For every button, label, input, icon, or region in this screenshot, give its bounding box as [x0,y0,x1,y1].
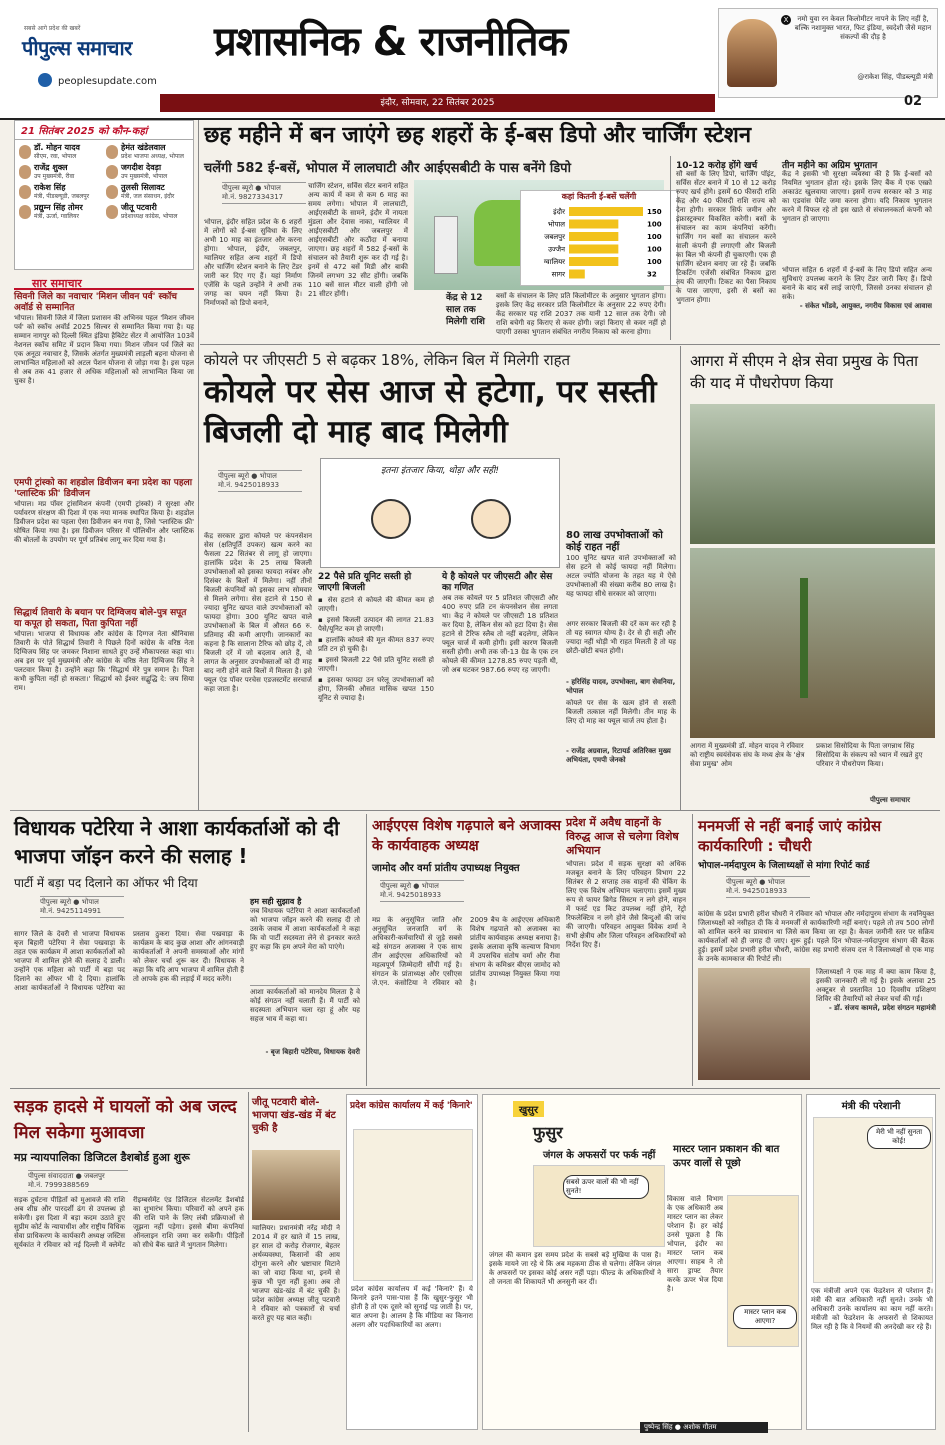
quote-text: नमो युवा रन केवल किलोमीटर नापने के लिए नहीं है, बल्कि नशामुक्त भारत, फिट इंडिया, स्वदेशी जैसे महान संकल्पों की दौड़ है [794,15,932,41]
box1-list-item: ▪ सेस हटाने से कोयले की कीमत कम हो जाएगी। [318,596,434,614]
cartoon-title: प्रदेश कांग्रेस कार्यालय में कई 'किनारे' [350,1101,473,1111]
person-avatar [106,165,118,179]
coal-byline [218,470,302,492]
box1-list-item: ▪ हालांकि कोयले की मूल कीमत 837 रुपए प्रति टन हो चुकी है। [318,636,434,654]
person-text [34,203,83,221]
minister-portrait [727,19,777,87]
chart-category-label: इंदौर [553,208,565,216]
page-number: 02 [904,94,923,109]
minister-text: एक मंत्रीजी अपने एक फेडरेशन से परेशान हैं। मंत्री की बात अधिकारी नहीं सुनते। उनके भी अधिकारी उनके कार्यालय का काम नहीं करते। मंत्रीजी को फेडरेशन के अफसरों से शिकायत मिल रही है कि वे नियमों की अनदेखी कर रहे हैं। [811,1287,933,1331]
congress-photo [698,968,810,1080]
byline-mobile: मो.नं. 9425018933 [380,891,442,899]
person-text [34,163,74,181]
byline-text: पीपुल्स संवाददाता ● जबलपुर [28,1172,105,1180]
accident-subhead: मप्र न्यायपालिका डिजिटल डैशबोर्ड हुआ शुरू [14,1151,190,1164]
coal-box1 [318,572,434,703]
person-entry [19,183,102,201]
person-name: राकेश सिंह [34,183,66,192]
ebus-col4: सौ बसों के लिए डिपो, चार्जिंग पॉइंट, सर्विस सेंटर बनाने में 10 से 12 करोड़ रुपए खर्च होंगे। इसमें 60 फीसदी राशि केंद्र और 40 फीसदी राशि राज्य को देना होगी। सरकार सिर्फ जमीन और इंफ्रास्ट्रक्चर विकसित करेगी। बसों के संचालन का काम कंपनियां करेंगी। चार्जिंग गन बसों का संचालन करने वाली कंपनी ही लगाएगी और बिजली का बिल भी कंपनी ही चुकाएगी। एक ही चार्जिंग स्टेशन बनाए जा रहे हैं। जबकि टिकटिंग एजेंसी संबंधित निकाय द्वारा तय की जाएगी। टिकट का पैसा निकाय के पास जाएगा, इसी से बसों का भुगतान होगा। [676,170,776,304]
accident-byline [28,1170,128,1192]
byline-text: पीपुल्स ब्यूरो ● भोपाल [218,472,277,480]
person-avatar [19,145,31,159]
jitu-headline: जीतू पटवारी बोले-भाजपा खंड-खंड में बंट चुकी है [252,1097,336,1134]
person-text [121,183,174,201]
ias-subhead: जामोद और वर्मा प्रांतीय उपाध्यक्ष नियुक्त [372,863,520,874]
ebus-col2: चार्जिंग स्टेशन, सर्विस सेंटर बनाने सहित अन्य कार्य में कम से कम 6 माह का समय लगेगा। भोपाल में लालघाटी, आईएसबीटी के सामने, इंदौर में नायता मुंडला और देवास नाका, ग्वालियर में आईएसबीटी और जबलपुर में आईएसबीटी और कठौंदा में बनाया जाएगा। छह शहरों में 582 ई-बसों के संचालन को तैयारी शुरू कर दी गई है। इनमें से 472 बसें मिडी और बाकी जिनमें लगभग 32 सीट होंगी। जबकि 110 बसें साल मीटर वाली होंगी जो 21 सीटर होंगी। [308,182,408,298]
chart-category-label: भोपाल [547,220,565,229]
byline-text: पीपुल्स ब्यूरो ● भोपाल [380,882,439,890]
people-grid [15,140,193,224]
person-entry [106,143,189,161]
transport-text: भोपाल। प्रदेश में सड़क सुरक्षा को अधिक मजबूत बनाने के लिए परिवहन विभाग 22 सितंबर से 2 सप्ताह तक वाहनों की चेकिंग के लिए एक विशेष अभियान चलाएगा। इसमें मुख्य रूप से फायर ब्रिगेड सिस्टम न लगे होने, वाहन में फर्स्ट एड किट उपलब्ध नहीं होने, रेट्रो रिफलेक्टिव न लगे होने जैसे बिन्दुओं की जांच की जाएगी। परिवहन आयुक्त विवेक शर्मा ने सभी क्षेत्रीय और जिला परिवहन अधिकारियों को निर्देश दिए हैं। [566,860,686,949]
mla-headline: विधायक पटेरिया ने आशा कार्यकर्ताओं को दी भाजपा जॉइन करने की सलाह ! [14,816,340,868]
person-location: उप मुख्यमंत्री, रीवा [34,173,75,180]
congress-text: कांग्रेस के प्रदेश प्रभारी हरीश चौधरी ने रविवार को भोपाल और नर्मदापुरम संभाग के नवनियुक्त जिलाध्यक्षों को नसीहत दी कि वे मनमर्जी से कार्यकारिणी नहीं बनाएं। पहले तो तय 500 लोगों को शामिल करने का प्रावधान था जिसे कम किया जा रहा है। केवल जमीनी स्तर पर सक्रिय कार्यकर्ताओं को ही जगह दी जाए। शुरू हुई। पहले दिन भोपाल-नर्मदापुरम संभाग की बैठक हुई। इसमें प्रदेश प्रभारी हरीश चौधरी, कांग्रेस सह प्रभारी संजय दत्त ने जिलाध्यक्षों से एक माह के उनके कामकाज की रिपोर्ट ली। [698,910,934,963]
chart-bar [569,220,618,229]
sidebar-news-1 [14,292,194,462]
person-entry [106,163,189,181]
section-title: प्रशासनिक & राजनीतिक [214,19,568,65]
byline-mobile: मो.नं. 9425018933 [726,887,788,895]
chart-bar [569,257,618,266]
ebus-side-caption: केंद्र से 12 साल तक मिलेगी राशि [446,293,485,327]
sidebar-news-title: सिद्धार्थ तिवारी के बयान पर दिग्विजय बोले-पुत्र सपूत या कपूत हो सकता, पिता कुपिता नहीं [14,608,187,629]
sidebar-news-title: एमपी ट्रांस्को का शहडोल डिवीजन बना प्रदेश का पहला 'प्लास्टिक फ्री' डिवीजन [14,478,193,499]
khusur-credit: पुष्पेन्द्र सिंह ● अशोक गौतम [640,1422,768,1433]
sidebar-news-text: भोपाल। भाजपा से विधायक और कांग्रेस के दिग्गज नेता श्रीनिवास तिवारी के पोते सिद्धार्थ तिवारी ने पिछले दिनों कांग्रेस के वरिष्ठ नेता दिग्विजय सिंह पर जमकर निशाना साधते हुए उन्हें मौकापरस्त कहा था। अब इस पर पूर्व मुख्यमंत्री और कांग्रेस के वरिष्ठ नेता दिग्विजय सिंह ने पलटवार किया है। उन्होंने कहा कि 'सिद्धार्थ मेरे पुत्र समान है। पिता कभी कुपिता नहीं हो सकता।' सिद्धार्थ को ईश्वर सद्बुद्धि दे: जय सिया राम। [14,630,194,692]
person-avatar [106,205,118,219]
who-where-heading: 21 सितंबर 2025 को कौन-कहां [15,121,193,140]
person-location: सीएम, रवा, भोपाल [34,153,77,160]
khusur-fusur-box [482,1094,802,1430]
ebus-col1: भोपाल, इंदौर सहित प्रदेश के 6 शहरों में लोगों को ई-बस सुविधा के लिए अभी 10 माह का इंतजार और करना होगा। भोपाल, इंदौर, जबलपुर, ग्वालियर सहित अन्य शहरों में डिपो और चार्जिंग स्टेशन बनाने के लिए टेंडर जारी कर दिए गए हैं। यहां निर्माण एजेंसि के पहले उन्होंने ने अभी तक जगह का चयन नहीं किया है। निर्माणकों को डिपो बनाने, [204,218,302,307]
person-entry [19,163,102,181]
photo-credit: पीपुल्स समाचार [870,796,911,804]
ebus-col4-title: 10-12 करोड़ होंगे खर्च [676,161,758,171]
chart-bar [569,207,643,216]
quote-text: भोपाल सहित 6 शहरों में ई-बसें के लिए डिपो सहित अन्य सुविधाएं उपलब्ध कराने के लिए टेंडर जारी किए हैं। डिपो बनाने के बाद बसें लाई जाएंगी, जिससे उनका संचालन हो सके। [782,266,932,301]
who-where-box [14,120,194,270]
byline-mobile: मो.नं. 9827334317 [222,193,284,201]
chart-category-label: जबलपुर [544,233,565,241]
minister-bubble: मेरी भी नहीं सुनता कोई! [867,1125,931,1149]
chart-value-label: 100 [647,258,662,266]
minister-title: मंत्री की परेशानी [841,1101,901,1112]
col3-quote1-author: - हरिसिंह यादव, उपभोक्ता, बाग सेवनिया, भोपाल [566,678,676,695]
person-location: प्रदेश भाजपा अध्यक्ष, भोपाल [121,153,184,160]
chart-value-label: 100 [647,245,662,254]
person-avatar [19,165,31,179]
chart-value-label: 32 [647,270,657,279]
person-avatar [106,185,118,199]
col3-text: 100 यूनिट खपत वाले उपभोक्ताओं को सेस हटने से कोई फायदा नहीं मिलेगा। अटल ज्योति योजना के तहत यह मे ऐसे उपभोक्ताओं की संख्या करीब 80 लाख है। यह फायदा सीधे सरकार को जाएगा। [566,554,676,598]
mla-byline [40,896,124,918]
chart-category-label: ग्वालियर [543,258,565,266]
box2-title: ये है कोयले पर जीएसटी और सेस का गणित [442,572,553,593]
person-name: राजेंद्र शुक्ल [34,163,68,172]
ebus-col5: केंद्र ने इसकी भी सुरक्षा व्यवस्था की है कि ई-बसों को नियमित भुगतान होता रहे। इसके लिए बैंक में एक एस्क्रो अकाउंट खुलवाया जाएगा। इसमें राज्य सरकार को 3 माह का एडवांस पेमेंट जमा करना होगा। यदि निकाय भुगतान करने में विफल रहे तो इस खाते से संचालनकर्ता कंपनी को भुगतान हो जाएगा। [782,170,932,223]
mla-side [250,896,360,1057]
ias-byline [380,880,464,902]
col3-quote1: अगर सरकार बिजली की दरें कम कर रही है तो यह स्वागत योग्य है। देर से ही सही और ज्यादा नहीं थोड़ी भी राहत मिलती है तो यह छोटी-छोटी बचत होगी। [566,620,676,655]
person-location: मंत्री, ऊर्जा, ग्वालियर [34,213,79,220]
person-location: उप मुख्यमंत्री, भोपाल [121,173,168,180]
congress-quote [816,968,936,1080]
byline-mobile: मो.नं. 7999388569 [28,1181,90,1189]
box1-title: 22 पैसे प्रति यूनिट सस्ती हो जाएगी बिजली [318,572,412,593]
chart-category-label: उज्जैन [548,245,565,254]
byline-text: पीपुल्स ब्यूरो ● भोपाल [726,878,785,886]
side-text: जब विधायक पटेरिया ने आशा कार्यकर्ताओं को भाजपा जॉइन करने की सलाह दी तो उसके जवाब में आशा कार्यकर्ताओं ने कहा कि वो पार्टी सदस्यता लेने से इनकार करते हुए कहा कि हम अपने मेरा को पाएंगे। [250,907,360,951]
person-name: डॉ. मोहन यादव [34,143,80,152]
cartoon-text: प्रदेश कांग्रेस कार्यालय में कई 'किनारे' हैं। ये किनारे इतने पास-पास हैं कि खुसुर-फुसुर भी होती है तो एक दूसरे को सुनाई पड़ जाती है। पर, बात अपना है। आलम है कि मीडिया का किनारा अलग और पदाधिकारियों का अलग। [351,1285,473,1329]
sidebar-news-title: सिवनी जिले का नवाचार 'मिशन जीवन पर्व' स्कॉच अवॉर्ड से सम्मानित [14,292,178,313]
jitu-photo [252,1150,340,1220]
cartoon-congress-office [346,1094,478,1430]
charger-shape [434,216,458,274]
person-name: हेमंत खंडेलवाल [121,143,166,152]
ebus-col5-title: तीन महीने का अग्रिम भुगतान [782,161,878,171]
chart-value-label: 100 [647,220,662,229]
chart-value-label: 150 [647,208,662,216]
col3-title: 80 लाख उपभोक्ताओं को कोई राहत नहीं [566,530,663,553]
person-text [34,143,80,161]
ebus-byline [222,182,306,204]
mla-subhead: पार्टी में बड़ा पद दिलाने का ऑफर भी दिया [14,876,198,890]
person-entry [19,143,102,161]
jitu-text: ग्वालियर। प्रधानमंत्री नरेंद्र मोदी ने 2014 में हर खाते में 15 लाख, हर साल दो करोड़ रोजगार, बेहतर अर्थव्यवस्था, किसानों की आय दोगुना करने और भ्रष्टाचार मिटाने का जो वादा किया था, इनमें से कुछ भी पूरा नहीं हुआ। अब तो भाजपा खंड-खंड में बंट चुकी है। प्रदेश कांग्रेस अध्यक्ष जीतू पटवारी ने रविवार को पत्रकारों से चर्चा करते हुए यह बात कही। [252,1224,340,1322]
col3-quote2-author: - राजेंद्र अग्रवाल, रिटायर्ड अतिरिक्त मुख्य अभियंता, एमपी जेनको [566,747,671,764]
quote-text: आशा कार्यकर्ताओं को मानदेय मिलता है वे कोई संगठन नहीं चलाती हैं। मैं पार्टी को सदस्यता अभियान चला रहा हूं और यह सहज भाव में कहा था। [250,985,360,1048]
sidebar-news-text: भोपाल। मप्र पॉवर ट्रांसमिशन कंपनी (एमपी ट्रांस्को) ने सुरक्षा और पर्यावरण संरक्षण की दिशा में एक नया मानक स्थापित किया है। शहडोल डिवीजन प्रदेश का पहला ऐसा डिवीजन बन गया है, जिसे 'प्लास्टिक फ्री' घोषित किया गया है। इस डिवीजन परिसर में पॉलिथीन और प्लास्टिक की बोतलों के उपयोग पर पूर्ण प्रतिबंध लागू कर दिया गया है। [14,500,194,544]
person-location: मंत्री, पीडब्ल्यूडी, जबलपुर [34,193,90,200]
congress-subhead: भोपाल-नर्मदापुरम के जिलाध्यक्षों से मांगा रिपोर्ट कार्ड [698,861,870,871]
person-entry [106,203,189,221]
date-strip [160,94,715,112]
box1-list-item: ▪ इसका फायदा उन घरेलू उपभोक्ताओं को होगा, जिनकी औसत मासिक खपत 150 यूनिट से ज्यादा है। [318,676,434,703]
agra-headline: आगरा में सीएम ने क्षेत्र सेवा प्रमुख के पिता की याद में पौधरोपण किया [690,352,919,392]
cartoon-drawing [353,1129,473,1281]
coal-col1: केंद्र सरकार द्वारा कोयले पर कंपनसेशन सेस (क्षतिपूर्ति उपकर) खत्म करने का फैसला 22 सितंबर से लागू हो जाएगा। हालांकि प्रदेश के 25 लाख बिजली उपभोक्ताओं को इसका फायदा नवंबर और दिसंबर के बिलों में मिलेगा। नहीं तीनों बिजली कंपनियों को इसका लाभ सोमवार से मिलने लगेगा। सेस हटाने से 150 से ज्यादा यूनिट खपत वाले उपभोक्ताओं को फायदा होगा। 300 यूनिट खपत वाले उपभोक्ताओं के बिल में औसत 66 रु. प्रतिमाह की कमी आएगी। जानकारों का कहना है कि सालाना टैरिफ को छोड़ दें, तो बिजली दरें में जो बदलाव आते हैं, वो लागत के अनुसार उपभोक्ताओं को दी माह बाद नारी होने वाले बिलों में मिलता है। इसे फ्यूल एंड पॉवर परचेस एडजस्टमेंट सरचार्ज कहा जाता है। [204,532,312,693]
person-name: जगदीश देवड़ा [121,163,162,172]
cartoon-speech: इतना इंतजार किया, थोड़ा और सही! [381,466,499,476]
ebus-subhead: चलेंगी 582 ई-बसें, भोपाल में लालघाटी और आईएसबीटी के पास बनेंगे डिपो [204,161,571,176]
date-line: इंदौर, सोमवार, 22 सितंबर 2025 [380,98,495,108]
byline-mobile: मो.नं. 9425018933 [218,481,280,489]
website[interactable]: peoplesupdate.com [58,76,157,87]
brand-logo: पीपुल्स समाचार [22,36,132,60]
box1-list-item: ▪ इससे बिजली उत्पादन की लागत 21.83 पैसे/यूनिट कम हो जाएगी। [318,616,434,634]
person-name: जीतू पटवारी [121,203,157,212]
box2-text: अब तक कोयले पर 5 प्रतिशत जीएसटी और 400 रुपए प्रति टन कंपनसेशन सेस लगता था। केंद्र ने कोयले पर जीएसटी 18 प्रतिशत कर दिया है, लेकिन सेस को हटा दिया है। सेस हटाने से टैरिफ स्लैब तो नहीं बदलेगा, लेकिन फ्यूल चार्ज में कमी होगी। इसी कारण बिजली सस्ती होगी। अभी तक जी-13 ग्रेड के एक टन कोयले की कीमत 1278.85 रुपए पड़ती थी, जो अब घटकर 987.66 रुपए रह जाएगी। [442,594,558,674]
masthead [0,0,945,120]
coal-cartoon [320,458,560,568]
cartoon-figure-1 [371,499,411,539]
quote-author: - डॉ. संजय कामले, प्रदेश संगठन महामंत्री [828,1004,936,1012]
person-text [34,183,89,201]
congress-headline: मनमर्जी से नहीं बनाई जाएं कांग्रेस कार्यकारिणी : चौधरी [698,817,882,855]
byline-text: पीपुल्स ब्यूरो ● भोपाल [222,184,281,192]
coal-col3 [566,530,676,765]
chart-category-label: सागर [551,270,565,279]
person-location: मंत्री, जल संसाधन, इंदौर [121,193,175,200]
person-text [121,203,177,221]
side-title: हम सही सुझाव है [250,897,302,906]
quote-author: @राकेश सिंह, पीडब्ल्यूडी मंत्री [857,73,933,81]
ebus-chart-box [520,190,678,286]
ias-text: मप्र के अनुसूचित जाति और अनुसूचित जनजाति वर्ग के अधिकारी-कर्मचारियों से जुड़े सबसे बड़े संगठन अजाक्स ने एक साथ तीन आईएएस अधिकारियों को महत्वपूर्ण जिम्मेदारी सौंपी गई है। संगठन के प्रांताध्यक्ष और एसीएस जे.एन. कंसोटिया ने रविवार को 2009 बैच के आईएएस अधिकारी विशेष गढ़पाले को अजाक्स का प्रांतीय कार्यवाहक अध्यक्ष बनाया है। इसके अलावा कृषि कल्याण विभाग में उपसचिव संतोष वर्मा और रीवा संभाग के कमिश्नर बीएस जामोद को प्रांतीय उपाध्यक्ष नियुक्त किया गया है। [372,916,560,987]
sar-samachar-title: सार समाचार [32,277,82,290]
ias-headline: आईएएस विशेष गढ़पाले बने अजाक्स के कार्यवाहक अध्यक्ष [372,818,561,854]
coal-headline: कोयले पर सेस आज से हटेगा, पर सस्ती बिजली दो माह बाद मिलेगी [204,374,657,450]
sidebar-news-2 [14,478,194,600]
person-avatar [19,185,31,199]
person-name: तुलसी सिलावट [121,183,165,192]
ebus-headline: छह महीने में बन जाएंगे छह शहरों के ई-बस डिपो और चार्जिंग स्टेशन [204,123,752,148]
chart-bar [569,245,618,254]
khusur-title-1: जंगल के अफसरों पर फर्क नहीं [543,1150,656,1161]
person-avatar [106,145,118,159]
ebus-bar-chart [521,202,677,284]
sar-samachar-heading [14,272,194,290]
chart-bar [569,232,618,241]
agra-photo-2 [690,548,935,738]
khusur-title-2: मास्टर प्लान प्रकाशन की बात ऊपर वालों से पूछो [673,1144,780,1169]
quote-text: जिलाध्यक्षों ने एक माह में क्या काम किया है, इसकी जानकारी ली गई है। इसके अलावा 25 अक्टूबर से प्रस्तावित 10 दिवसीय प्रशिक्षण शिविर की तैयारियों को लेकर चर्चा की गई। [816,968,936,1003]
minister-box [806,1094,936,1430]
accident-text: सड़क दुर्घटना पीड़ितों को मुआवजे की राशि अब शीघ्र और पारदर्शी ढंग से उपलब्ध हो सकेगी। इस दिशा में बड़ा कदम उठाते हुए सुप्रीम कोर्ट के न्यायाधीश और राष्ट्रीय विधिक सेवा प्राधिकरण के कार्यकारी अध्यक्ष जस्टिस सूर्यकांत ने रविवार को नई दिल्ली में क्लेमेंट रीइम्बर्समेंट एंड डिजिटल सेटलमेंट डैशबोर्ड का शुभारंभ किया। परिवारों को अपने हक की राशि पाने के लिए लंबी प्रक्रियाओं से जूझना नहीं पड़ेगा। इससे बीमा कंपनियां ऑनलाइन राशि जमा कर सकेंगी। पीड़ितों को सीधे बैंक खाते में भुगतान मिलेगा। [14,1196,244,1249]
khusur-bubble-1: सबसे ऊपर वालों की भी नहीं सुनते! [563,1175,649,1199]
person-name: प्रद्युम्न सिंह तोमर [34,203,83,212]
person-entry [19,203,102,221]
globe-icon [38,73,52,87]
agra-photo-1 [690,404,935,544]
agra-caption-1: आगरा में मुख्यमंत्री डॉ. मोहन यादव ने रविवार को राष्ट्रीय स्वयंसेवक संघ के मध्य क्षेत्र के 'क्षेत्र सेवा प्रमुख' ओम [690,742,805,768]
person-location: प्रदेशाध्यक्ष कांग्रेस, भोपाल [121,213,178,220]
chart-value-label: 100 [647,233,662,241]
khusur-text-2: विकास वाले विभाग के एक अधिकारी अब मास्टर प्लान का लेकर परेशान हैं। हर कोई उनसे पूछता है कि भोपाल, इंदौर का मास्टर प्लान कब आएगा। साहब ने तो सारा ड्राफ्ट तैयार करके ऊपर भेज दिया है। [667,1195,723,1293]
quote-author: - संकेत भोंडवे, आयुक्त, नगरीय विकास एवं आवास [799,302,932,310]
quote-author: - बृज बिहारी पटेरिया, विधायक देवरी [265,1048,360,1056]
ebus-quote [782,266,932,338]
chart-title: कहां कितनी ई-बसें चलेंगी [561,192,637,201]
col3-quote2: कोयले पर सेस के खत्म होने से सस्ती बिजली तत्काल नहीं मिलेगी। तीन माह के लिए दो माह का फ्यूल चार्ज तय होता है। [566,699,676,725]
byline-text: पीपुल्स ब्यूरो ● भोपाल [40,898,99,906]
person-entry [106,183,189,201]
person-avatar [19,205,31,219]
person-text [121,163,167,181]
coal-kicker: कोयले पर जीएसटी 5 से बढ़कर 18%, लेकिन बिल में मिलेगी राहत [204,351,571,369]
transport-headline: प्रदेश में अवैध वाहनों के विरुद्ध आज से चलेगा विशेष अभियान [566,816,679,857]
khusur-bubble-2: मास्टर प्लान कब आएगा? [733,1305,797,1329]
fusur-label: फुसुर [533,1123,563,1142]
khusur-label: खुसुर [513,1101,544,1117]
congress-byline [726,876,810,898]
brand-tagline: सबसे आगे प्रदेश की खबरें [24,25,81,32]
box1-list [318,596,434,703]
sidebar-news-text: भोपाल। सिवनी जिले में जिला प्रशासन की अभिनव पहल 'मिशन जीवन पर्व' को स्कॉच अवॉर्ड 2025 सिल्वर से सम्मानित किया गया है। यह सम्मान नागपुर को दिल्ली स्थित इंडिया हैबिटेट सेंटर में आयोजित 103वें नेशनल स्कॉच समिट में प्रदान किया गया। मिशन जीवन पर्व जिले का एक अनूठा नवाचार है, जिसके अंतर्गत मुख्यमंत्री लाड़ली बहना योजना से लाभान्वित महिलाओं को अटल पेंशन योजना से जोड़ा गया है। इस पहल से अब तक 41 हजार से अधिक महिलाओं को लाभान्वित किया जा चुका है। [14,314,194,385]
ebus-col3: बसों के संचालन के लिए प्रति किलोमीटर के अनुसार भुगतान होगा। इसके लिए केंद्र सरकार प्रति किलोमीटर के अनुसार 22 रुपए देगी। केंद्र सरकार यह राशि 2037 तक यानी 12 साल तक देगी। जो राशि बचेगी वह किराए से कवर होगी। जहां किराए से कवर नहीं हो पाएगी उसका भुगतान संबंधित नगरीय निकाय को करना होगा। [496,292,666,336]
box1-list-item: ▪ इससे बिजली 22 पैसे प्रति यूनिट सस्ती हो जाएगी। [318,656,434,674]
cartoon-figure-2 [471,499,511,539]
accident-headline: सड़क हादसे में घायलों को अब जल्द मिल सकेगा मुआवजा [14,1097,237,1143]
mla-text: सागर जिले के देवरी से भाजपा विधायक बृज बिहारी पटेरिया ने सेवा पखवाड़ा के तहत एक कार्यक्रम में आशा कार्यकर्ताओं को भाजपा में शामिल होने की सलाह दे डाली। उन्होंने एक महिला को पार्टी में बड़ा पद दिलाने का ऑफर भी दे दिया। हालांकि आशा कार्यकर्ताओं ने विधायक पटेरिया का प्रस्ताव ठुकरा दिया। सेवा पखवाड़ा के कार्यक्रम के बाद कुछ आशा और आंगनवाड़ी कार्यकर्ताओं ने अपनी समस्याओं और मांगों को लेकर चर्चा शुरू कर दी। विधायक ने कहा कि यदि आप भाजपा में शामिल होती हैं तो आपके हक की लड़ाई में मदद करेंगे। [14,930,244,992]
agra-caption-2: प्रकाश सिसोदिया के पिता जगन्नाथ सिंह सिसोदिया के संकल्प को ध्यान में रखते हुए परिवार ने पौधरोपण किया। [816,742,923,768]
quote-box [718,8,938,98]
byline-mobile: मो.नं. 9425114991 [40,907,102,915]
plant-shape [800,578,808,698]
chart-bar [569,270,585,279]
coal-box2 [442,572,558,774]
x-icon: X [781,15,791,25]
sidebar-news-3 [14,608,194,754]
person-text [121,143,184,161]
khusur-text-1: जंगल की कमान इस समय प्रदेश के सबसे बड़े मुखिया के पास है। इसके मायने जा रहे थे कि अब महकमा ठीक से चलेगा। लेकिन जंगल के अफसरों पर इसका कोई असर नहीं पड़ा। फील्ड के अधिकारियों ने तो जनता की शिकायतें भी अनसुनी कर दीं। [489,1251,661,1286]
